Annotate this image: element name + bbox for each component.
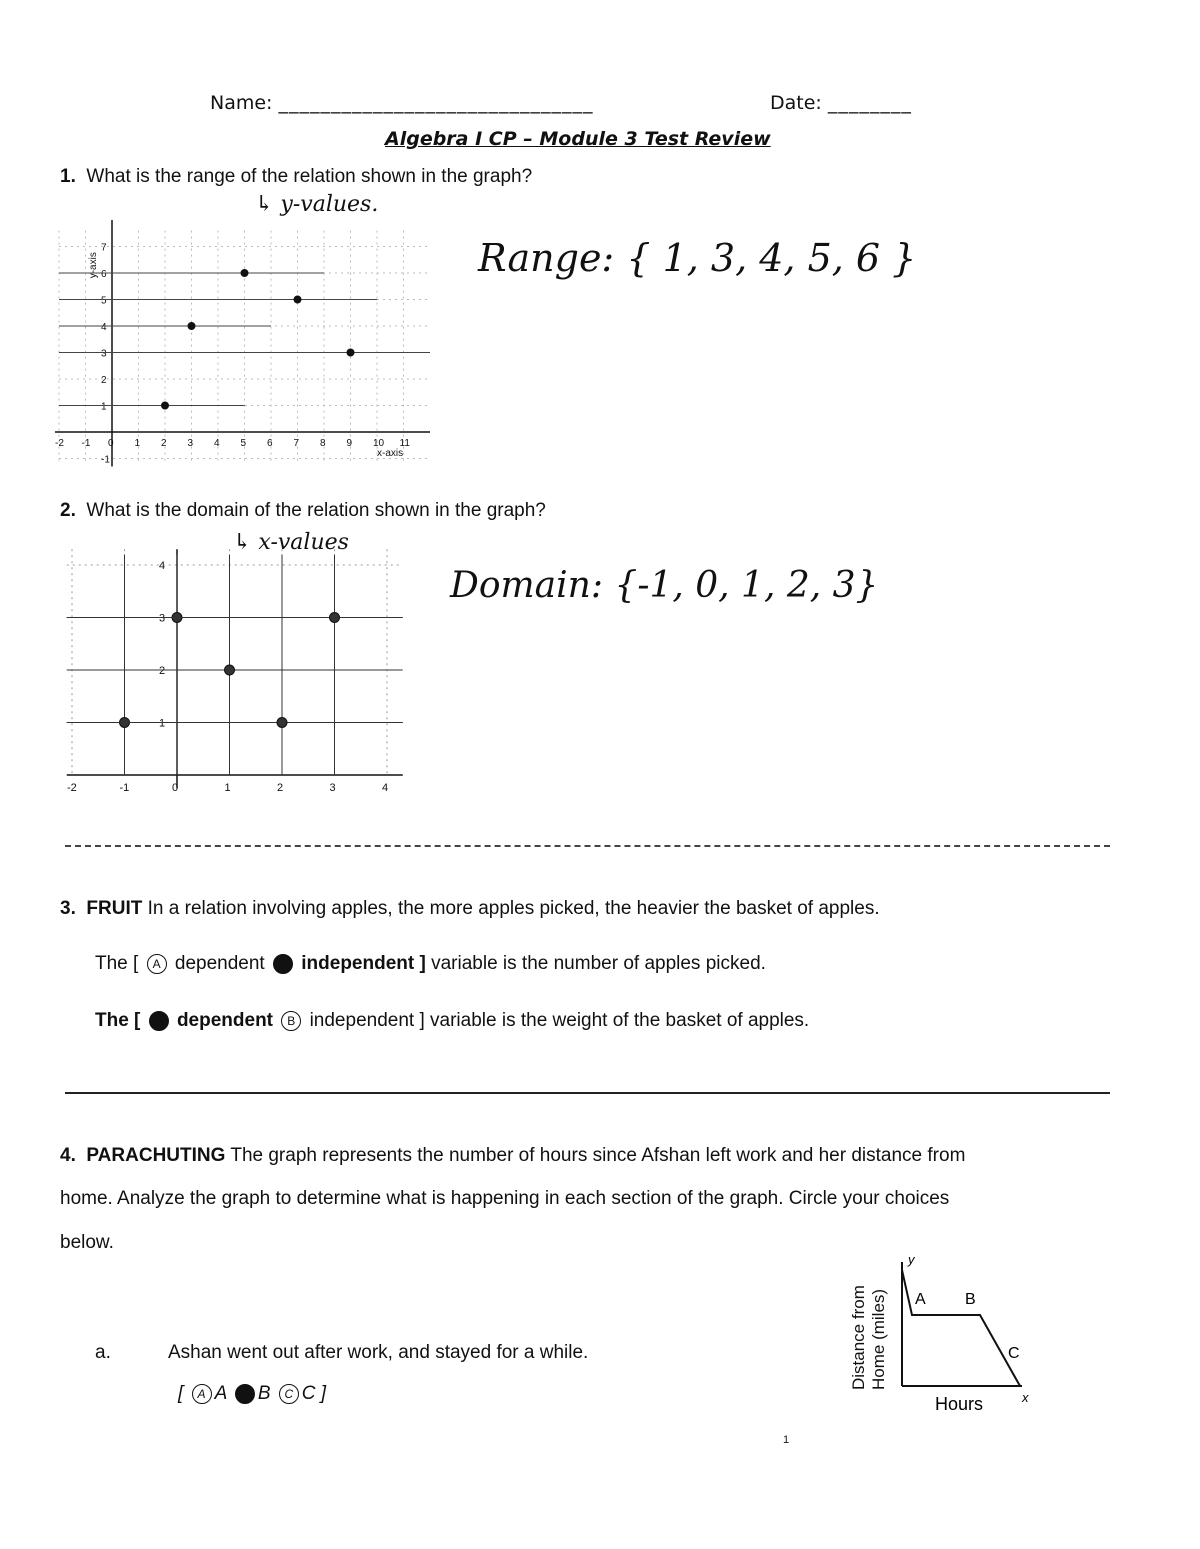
q1-graph [55,212,445,467]
q1-answer: Range: { 1, 3, 4, 5, 6 } [478,236,917,280]
question-2-number: 2. [60,500,76,521]
q2-note: ↳ x-values [233,530,349,555]
q4a-text: Ashan went out after work, and stayed for a while. [168,1342,589,1363]
q3-line-1-independent: independent ] [301,953,426,974]
question-3-number: 3. [60,898,76,919]
q2-x-tick: 2 [277,782,284,794]
q1-x-tick: 1 [134,438,141,449]
q1-y-tick: 3 [101,348,107,360]
q4-seg-b: B [965,1291,976,1308]
q1-x-tick: 3 [187,438,194,449]
question-2-text: What is the domain of the relation shown in the graph? [86,500,546,521]
q1-point [294,296,301,303]
q1-x-axis-label: x-axis [377,447,404,459]
q1-x-tick: -1 [81,438,91,449]
q4-xlabel: Hours [935,1394,984,1414]
q3-line-2 [95,1010,809,1032]
q2-answer: Domain: {-1, 0, 1, 2, 3} [450,565,879,606]
q1-point [241,270,248,277]
q1-x-tick: 11 [399,438,410,449]
q4-ylabel-1: Distance from [849,1285,868,1390]
q2-x-tick: -2 [67,782,77,794]
q1-y-tick: 5 [101,295,107,307]
q4a-choice-a[interactable]: A [192,1384,212,1404]
q4a-choice-b-text: B [257,1383,271,1404]
q2-y-tick: 1 [159,717,166,730]
q2-y-tick: 2 [159,665,166,677]
page-number: 1 [783,1434,790,1446]
q4a-choice-c[interactable]: C [279,1384,299,1404]
q4-graph [840,1250,1040,1425]
date-field [770,92,912,114]
question-4-number: 4. [60,1145,76,1166]
q1-x-tick: 9 [346,438,353,449]
q3-line-2-prefix: The [ [95,1010,141,1031]
q1-x-tick: 4 [214,438,220,449]
name-blank[interactable]: ______________________________ [278,92,594,114]
q1-y-tick: 6 [101,269,107,280]
q1-y-axis-label: y-axis [88,252,100,279]
q1-note: ↳ y-values. [255,192,379,217]
q3-line-2-independent: independent ] [309,1010,425,1031]
question-2 [60,500,546,522]
date-label: Date: [770,92,822,114]
q1-x-tick: 8 [320,438,326,449]
q1-x-tick: 0 [108,438,114,449]
q3-line-2-choice-a-circled[interactable]: A [149,1011,169,1031]
q1-y-tick: 2 [101,375,107,386]
q4-y-letter: y [908,1252,915,1267]
q1-x-tick: 7 [293,438,300,449]
q4-ylabel-2: Home (miles) [869,1288,888,1390]
q1-x-tick: -2 [55,438,64,449]
q4a-choice-c-text: C [301,1383,316,1404]
question-3 [60,898,880,920]
question-3-keyword: FRUIT [86,898,143,919]
question-1-number: 1. [60,166,76,187]
q2-x-tick: 4 [382,782,389,794]
q2-y-tick: 4 [159,560,166,572]
page-title: Algebra I CP – Module 3 Test Review [385,128,771,150]
q4a-choices [178,1383,326,1405]
q4a-choice-a-text: A [214,1383,227,1404]
q2-x-tick: -1 [119,782,130,794]
q4-distance-line [902,1270,1020,1386]
date-blank[interactable]: ________ [827,92,912,114]
q3-line-1-choice-a[interactable]: A [147,954,167,974]
q3-line-2-dependent: dependent [176,1010,274,1031]
q1-x-tick: 10 [373,438,385,449]
q4a-choice-b-circled[interactable]: B [235,1384,255,1404]
q2-point [330,613,340,623]
question-4-keyword: PARACHUTING [86,1145,226,1166]
question-1 [60,166,532,188]
q2-graph [55,545,410,800]
q1-point [347,349,354,356]
name-field [210,92,594,114]
divider-1 [65,845,1110,847]
q4-seg-a: A [915,1291,926,1308]
q2-y-tick: 3 [159,612,166,625]
q1-y-tick: -1 [101,454,110,466]
q2-point [277,718,287,728]
q4a-label: a. [95,1342,111,1363]
q3-line-1-dependent: dependent [174,953,265,974]
q3-line-1 [95,953,766,975]
divider-2 [65,1092,1110,1094]
question-4 [60,1145,1140,1167]
q2-point [225,665,235,675]
q4-x-letter: x [1022,1390,1029,1405]
q1-x-tick: 6 [267,438,273,449]
q1-x-tick: 5 [240,438,247,449]
question-3-text: In a relation involving apples, the more apples picked, the heavier the basket of apples. [147,898,880,919]
q1-y-tick: 4 [101,322,107,333]
q3-line-1-prefix: The [ [95,953,139,974]
q4-seg-c: C [1008,1345,1020,1362]
q1-point [188,323,195,330]
name-label: Name: [210,92,273,114]
question-1-text: What is the range of the relation shown in the graph? [86,166,533,187]
q2-x-tick: 1 [224,782,231,794]
q3-line-2-choice-b[interactable]: B [281,1011,301,1031]
q4a-close: ] [320,1383,327,1404]
q1-x-tick: 2 [161,438,167,449]
q2-x-tick: 0 [172,782,179,794]
q2-x-tick: 3 [329,782,336,794]
q1-y-tick: 1 [101,401,107,413]
question-4-text-3: below. [60,1232,114,1253]
q3-line-1-choice-b-circled[interactable]: B [273,954,293,974]
q1-point [162,402,169,409]
q4a-open: [ [178,1383,184,1404]
q1-y-tick: 7 [101,242,107,254]
q3-line-2-suffix: variable is the weight of the basket of apples. [430,1010,810,1031]
question-4-text-1: The graph represents the number of hours since Afshan left work and her distance from [230,1145,966,1166]
q3-line-1-suffix: variable is the number of apples picked. [431,953,766,974]
question-4-text-2: home. Analyze the graph to determine what is happening in each section of the graph. Circle your choices [60,1188,950,1209]
